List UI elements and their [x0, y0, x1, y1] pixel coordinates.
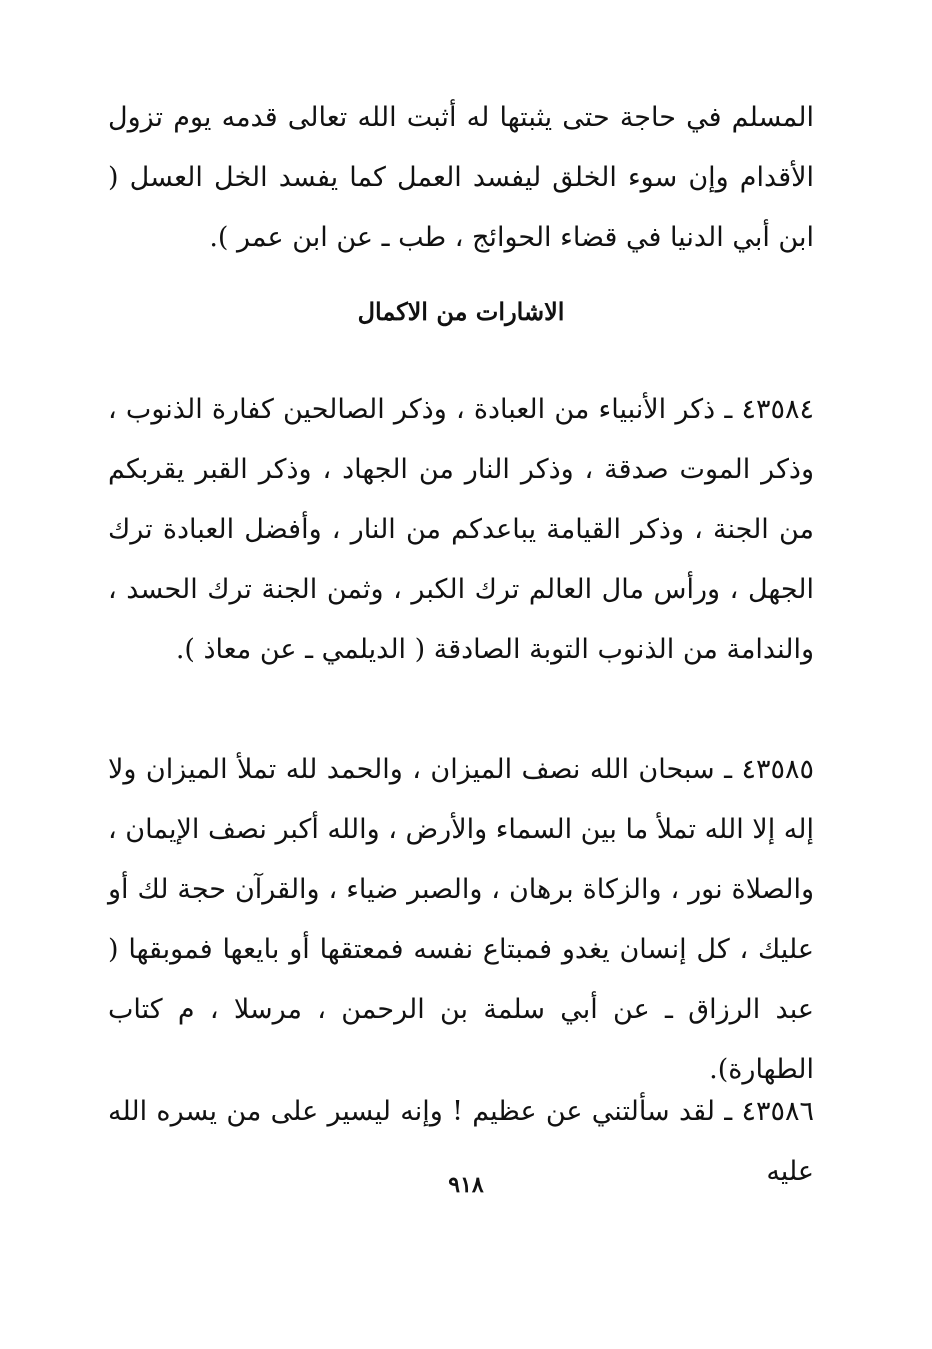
hadith-text: ـ سبحان الله نصف الميزان ، والحمد لله تملأ الميزان ولا إله إلا الله تملأ ما بين السماء والأرض ، والله أكبر نصف الإيمان ، والصلاة نور ، والزكاة برهان ، والصبر ضياء ، والقرآن حجة لك أو عليك ، كل إنسان يغدو فمبتاع نفسه فمعتقها أو بايعها فموبقها ( عبد الرزاق ـ عن أبي سلمة بن الرحمن ، مرسلا ، م كتاب الطهارة).: [108, 754, 814, 1085]
hadith-number: ٤٣٥٨٤: [741, 394, 814, 425]
hadith-entry: [108, 380, 814, 680]
page-number: ٩١٨: [448, 1172, 484, 1198]
hadith-number: ٤٣٥٨٥: [741, 754, 814, 785]
intro-paragraph: [108, 88, 814, 268]
section-heading: الاشارات من الاكمال: [357, 297, 565, 326]
hadith-number: ٤٣٥٨٦: [741, 1096, 814, 1127]
hadith-text: ـ ذكر الأنبياء من العبادة ، وذكر الصالحين كفارة الذنوب ، وذكر الموت صدقة ، وذكر النار من الجهاد ، وذكر القبر يقربكم من الجنة ، وذكر القيامة يباعدكم من النار ، وأفضل العبادة ترك الجهل ، ورأس مال العالم ترك الكبر ، وثمن الجنة ترك الحسد ، والندامة من الذنوب التوبة الصادقة ( الديلمي ـ عن معاذ ).: [108, 394, 814, 665]
hadith-text: ـ لقد سألتني عن عظيم ! وإنه ليسير على من يسره الله عليه: [108, 1096, 814, 1187]
hadith-entry: [108, 740, 814, 1100]
intro-text: المسلم في حاجة حتى يثبتها له أثبت الله تعالى قدمه يوم تزول الأقدام وإن سوء الخلق ليفسد العمل كما يفسد الخل العسل ( ابن أبي الدنيا في قضاء الحوائج ، طب ـ عن ابن عمر ).: [108, 102, 814, 253]
